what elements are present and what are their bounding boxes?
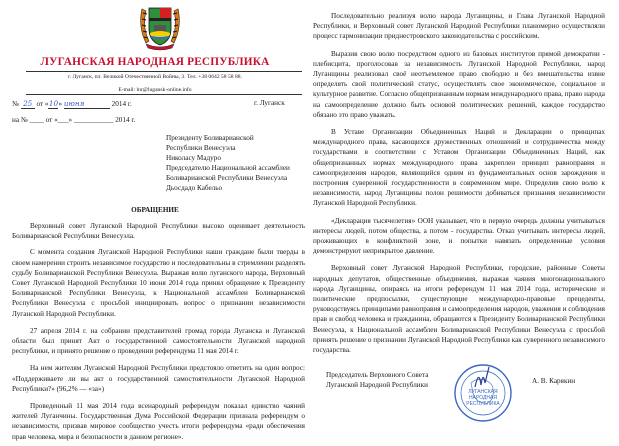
paragraph: Проведенный 11 мая 2014 года всенародный референдум показал единство чаяний жителей Луганчины. Государственная Дума Российской Федерации признала референдум о независимости, призвав мировое сообщество учесть итоги референдума «ради обеспечения прав человека, мира и безопасности в данном регионе». xyxy=(12,402,305,441)
paragraph: «Декларация тысячелетия» ООН указывает, что в первую очередь должны учитываться интересы людей, потом общества, а потом - государства. Отказ учитывать интересы людей, проживающих в конфликтной зоне, и попытки навязать определенные условия демонстрируют неприкрытое давление. xyxy=(313,216,605,256)
organization-title: ЛУГАНСКАЯ НАРОДНАЯ РЕСПУБЛИКА xyxy=(40,56,270,68)
paragraph: 27 апреля 2014 г. на собрании представителей громад города Луганска и Луганской области был принят Акт о государственной самостоятельности Луганской народной республики, и принято решение о проведении референдума 11 мая 2014 г. xyxy=(12,326,305,356)
outgoing-year: 2014 г. xyxy=(111,100,132,108)
day-close-quote: » xyxy=(58,100,63,108)
outgoing-number: 25 xyxy=(21,99,35,109)
svg-text:РЕСПУБЛИКА: РЕСПУБЛИКА xyxy=(466,401,500,407)
header-divider-top xyxy=(26,71,302,72)
outgoing-month: июня xyxy=(64,99,110,109)
paragraph: Верховный совет Луганской Народной Республики высоко оценивает деятельность Боливарианской Республики Венесуэла. xyxy=(12,222,305,241)
from-label: от « xyxy=(36,100,49,108)
svg-text:НАРОДНАЯ: НАРОДНАЯ xyxy=(469,395,497,401)
addressee-line: Дьосдадо Кабельо xyxy=(166,184,223,192)
right-body xyxy=(313,11,605,355)
addressee-line: Боливарианской Республики Венесуэла xyxy=(166,174,288,182)
addressee-line: Президенту Боливарианской xyxy=(166,134,254,142)
paragraph: Последовательно реализуя волю народа Луганщины, и Глава Луганской Народной Республики, и Верховный совет Луганской Народной Республики планомерно осуществляли процесс гармонизации приднестровского законодательства с российским. xyxy=(313,12,605,41)
email-line: E-mail: lnr@lugansk-online.info xyxy=(118,87,192,93)
document-title: ОБРАЩЕНИЕ xyxy=(131,206,179,214)
signatory-position-line1: Председатель Верховного Совета xyxy=(326,371,429,379)
addressee-line: Председателю Национальной ассамблеи xyxy=(166,164,290,172)
svg-text:ЛУГАНСКАЯ: ЛУГАНСКАЯ xyxy=(468,389,498,395)
paragraph: С момента создания Луганской Народной Республики наши граждане были тверды в своем намерении строить независимое государство и последовательны в стремлении разделять судьбу Боливарианской Республики Венесуэла. Выражая волю луганского народа, Верховный Совет Луганской Народной Республики 10 июня 2014 года принял обращение к Президенту Боливарианской Республики Венесуэла, к Национальной ассамблеи Боливарианской Республики Венесуэла с просьбой инициировать вопрос о признании независимости Луганской Народной Республики. xyxy=(12,248,305,318)
paragraph: Выразив свою волю посредством одного из базовых институтов прямой демократии - плебисцита, проголосовав за независимость Луганской Народной Республики, народ Луганщины реализовал своё неотъемлемое право свободно и без вмешательства извне определять свой политический статус, осуществлять свое экономическое, социальное и культурное развитие. Согласно общепризнанным нормам международного права, право народа на самоопределение должно быть основой политических решений, каждое государство обязано это право уважать. xyxy=(313,49,605,119)
addressee-line: Николасу Мадуро xyxy=(166,154,221,162)
outgoing-reference xyxy=(12,99,132,109)
paragraph: Верховный совет Луганской Народной Республики, городские, районные Советы народных депутатов, общественные объединения, выражая чаяния многонационального народа Луганщины, опираясь на итоги референдум 11 мая 2014 года, исторические и политические предпосылки, существующие международно-правовые прецеденты, руководствуясь принципами равноправия и самоопределения народов, уважения и соблюдения прав и свобод человека и гражданина, обращаются к Президенту Боливарианской Республики Венесуэла, к Национальной ассамблеи Боливарианской Республики Венесуэла с просьбой принять решение о признании Луганской Народной Республики как суверенного независимого государства. xyxy=(313,264,605,355)
paragraph: В Уставе Организации Объединенных Наций и Декларации о принципах международного права, касающихся дружественных отношений и сотрудничества между государствами в соответствии с Уставом Организации Объединенных Наций, как общепризнанных нормах международного права закреплен принцип равноправия и самоопределения народов, являющийся одним из фундаментальных основ зарождения и построения суверенной государственности в современном мире. Определив свою волю к независимости, народ Луганщины полон решимости добиваться признания независимости Луганской Народной Республики. xyxy=(313,128,605,208)
reply-reference: на № ____ от «___» ___________ 2014 г. xyxy=(12,116,136,124)
paragraph: На нем жителям Луганской Народной Республики предстояло ответить на один вопрос: «Поддерживаете ли вы акт о государственной самостоятельности Луганской Народной Республики?» (96,2% — «за») xyxy=(12,364,305,393)
signatory-name: А. В. Карякин xyxy=(532,377,576,385)
addressee-line: Республики Венесуэла xyxy=(166,144,236,152)
address-line: г. Луганск, пл. Великой Отечественной Войны, 3. Тел. +38 0642 58 58 88. xyxy=(68,74,242,80)
header-divider-bottom xyxy=(26,94,302,95)
official-stamp-icon xyxy=(453,363,513,423)
number-sign: № xyxy=(12,100,19,108)
signatory-position-line2: Луганской Народной Республики xyxy=(326,381,428,389)
outgoing-day: 10 xyxy=(48,99,59,108)
city-label: г. Луганск xyxy=(254,99,285,107)
coat-of-arms-icon xyxy=(136,3,184,51)
left-body xyxy=(12,221,305,442)
